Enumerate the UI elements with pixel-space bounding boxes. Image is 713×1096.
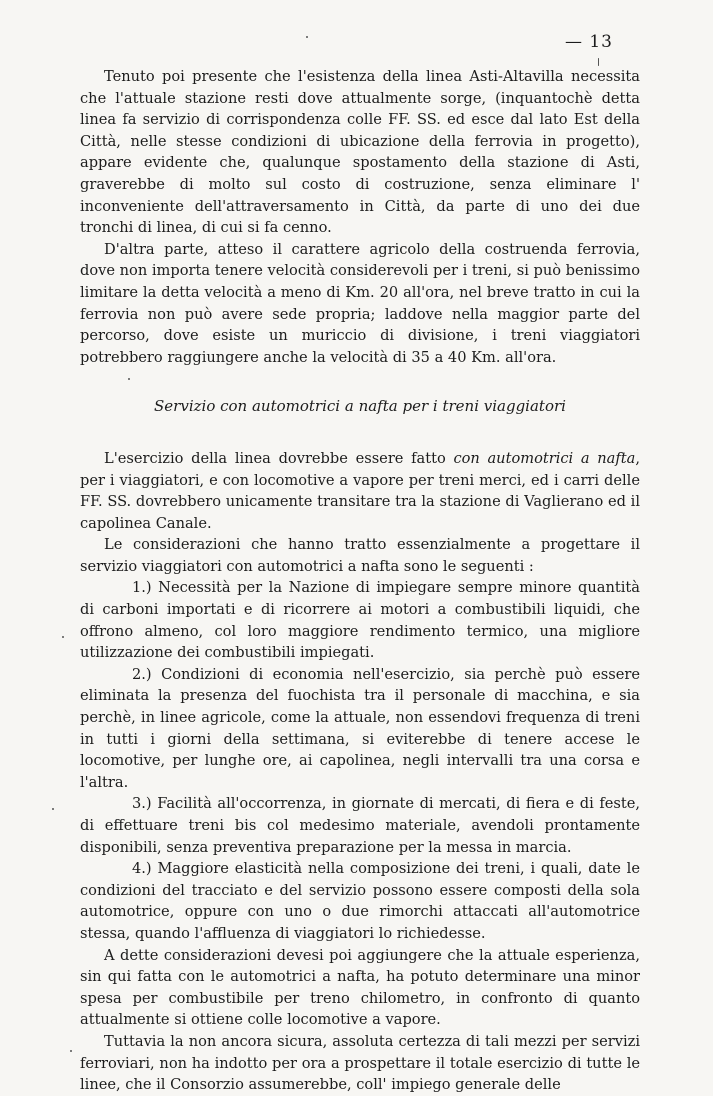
paragraph: Tenuto poi presente che l'esistenza della linea Asti-Altavilla necessita che l'attuale stazione resti dove attualmente sorge, (inquantochè detta linea fa servizio di corrispondenza colle FF. SS. ed esce dal lato Est della Città, nelle stesse condizioni di ubicazione della ferrovia in progetto), appare evidente che, qualunque spostamento della stazione di Asti, graverebbe di molto sul costo di costruzione, senza eliminare l' inconveniente dell'attraversamento in Città, da parte di uno dei due tronchi di linea, di cui si fa cenno. bbox=[80, 68, 640, 237]
page-body bbox=[80, 66, 640, 1096]
paragraph bbox=[80, 448, 640, 534]
paragraph: Le considerazioni che hanno tratto essenzialmente a progettare il servizio viaggiatori con automotrici a nafta sono le seguenti : bbox=[80, 536, 640, 575]
list-item: 4.) Maggiore elasticità nella composizione dei treni, i quali, date le condizioni del tracciato e del servizio possono essere composti della sola automotrice, oppure con uno o due rimorchi attaccati all'automotrice stessa, quando l'affluenza di viaggiatori lo richiedesse. bbox=[80, 860, 640, 942]
list-item: 3.) Facilità all'occorrenza, in giornate di mercati, di fiera e di feste, di effettuare treni bis col medesimo materiale, avendoli prontamente disponibili, senza preventiva preparazione per la messa in marcia. bbox=[80, 795, 640, 856]
paragraph-text: L'esercizio della linea dovrebbe essere fatto bbox=[104, 449, 454, 467]
paragraph-text: , per i viaggiatori, e con locomotive a vapore per treni merci, ed i carri delle FF. SS. dovrebbero unicamente transitare tra la stazione di Vaglierano ed il capolinea Canale. bbox=[80, 449, 640, 532]
emphasis-text: con automotrici a nafta bbox=[453, 449, 636, 467]
paragraph: D'altra parte, atteso il carattere agricolo della costruenda ferrovia, dove non importa tenere velocità considerevoli per i treni, si può benissimo limitare la detta velocità a meno di Km. 20 all'ora, nel breve tratto in cui la ferrovia non può avere sede propria; laddove nella maggior parte del percorso, dove esiste un muriccio di divisione, i treni viaggiatori potrebbero raggiungere anche la velocità di 35 a 40 Km. all'ora. bbox=[80, 240, 640, 366]
page-number: — 13 bbox=[564, 32, 613, 52]
paragraph: Tuttavia la non ancora sicura, assoluta certezza di tali mezzi per servizi ferroviari, non ha indotto per ora a prospettare il totale esercizio di tutte le linee, che il Consorzio assumerebbe, coll' impiego generale delle bbox=[80, 1032, 640, 1094]
paragraph: A dette considerazioni devesi poi aggiungere che la attuale esperienza, sin qui fatta con le automotrici a nafta, ha potuto determinare una minor spesa per combustibile per treno chilometro, in confronto di quanto attualmente si ottiene colle locomotive a vapore. bbox=[80, 946, 640, 1029]
section-title: Servizio con automotrici a nafta per i treni viaggiatori bbox=[154, 397, 566, 416]
list-item: 2.) Condizioni di economia nell'esercizio, sia perchè può essere eliminata la presenza del fuochista tra il personale di macchina, e sia perchè, in linee agricole, come la attuale, non essendovi frequenza di treni in tutti i giorni della settimana, si eviterebbe di tenere accese le locomotive, per lunghe ore, ai capolinea, negli intervalli tra una corsa e l'altra. bbox=[80, 665, 640, 791]
list-item: 1.) Necessità per la Nazione di impiegare sempre minore quantità di carboni importati e di ricorrere ai motori a combustibili liquidi, che offrono almeno, col loro maggiore rendimento termico, una migliore utilizzazione dei combustibili impiegati. bbox=[80, 579, 640, 662]
